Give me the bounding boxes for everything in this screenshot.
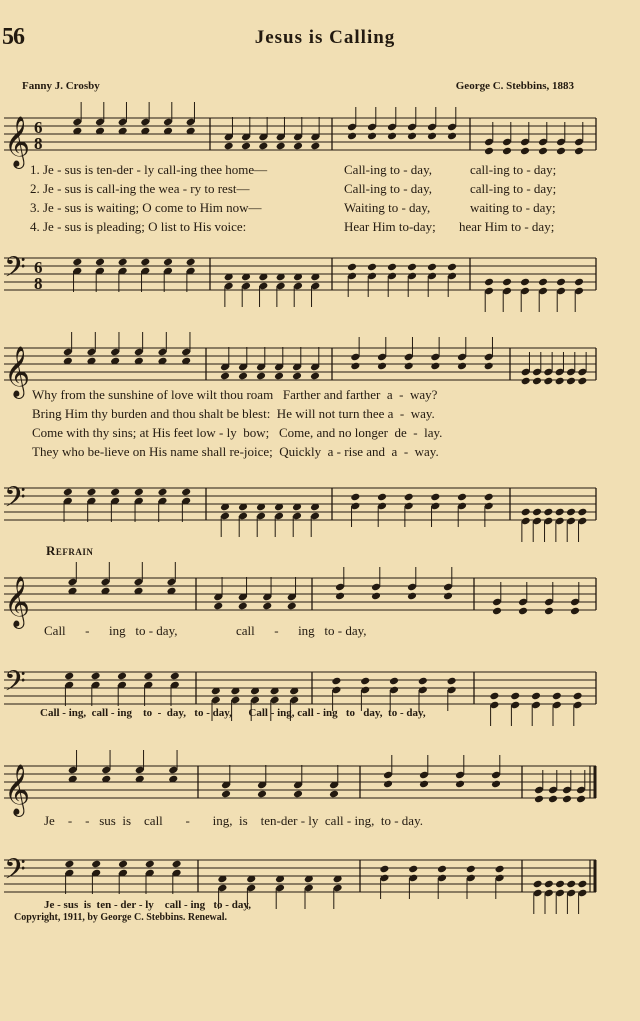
system4-bass-lyrics: Je - sus is ten - der - ly call - ing to - day,: [44, 899, 251, 911]
verse-2-line-2: Bring Him thy burden and thou shalt be blest: He will not turn thee a - way.: [32, 406, 435, 421]
bass-clef-icon: 𝄢: [4, 481, 26, 521]
refrain-label: Refrain: [46, 543, 94, 558]
system4-treble-lyrics: Je - - sus is call - ing, is ten-der - ly call - ing, to - day.: [44, 813, 423, 828]
svg-text:6: 6: [34, 258, 43, 277]
treble-clef-icon: 𝄞: [4, 764, 31, 815]
staff-system1-treble: [0, 108, 640, 168]
copyright-notice: Copyright, 1911, by George C. Stebbins. Renewal.: [14, 912, 228, 923]
verse-3-phrase-b: Waiting to - day,: [344, 200, 431, 215]
refrain-treble-lyrics: Call - ing to - day, call - ing to - day,: [44, 623, 367, 638]
staff-refrain-treble: [0, 568, 640, 628]
composer-credit: George C. Stebbins, 1883: [455, 80, 574, 92]
staff-lines: [0, 756, 640, 816]
verse-1-phrase-b: Call-ing to - day,: [344, 162, 432, 177]
verse-3-phrase-c: waiting to - day;: [470, 200, 556, 215]
bass-clef-icon: 𝄢: [4, 853, 26, 893]
svg-text:8: 8: [34, 134, 43, 153]
verse-1-phrase-a: 1. Je - sus is ten-der - ly call-ing thee home—: [30, 162, 268, 177]
staff-system4-treble: [0, 756, 640, 816]
verse-4-phrase-c: hear Him to - day;: [459, 219, 555, 234]
treble-clef-icon: 𝄞: [4, 346, 31, 397]
staff-lines: [0, 248, 640, 308]
treble-clef-icon: 𝄞: [4, 576, 31, 627]
bass-clef-icon: 𝄢: [4, 665, 26, 705]
staff-lines: [0, 108, 640, 168]
svg-text:6: 6: [34, 118, 43, 137]
staff-lines: [0, 478, 640, 538]
verse-4-phrase-b: Hear Him to-day;: [344, 219, 436, 234]
verse-2-phrase-a: 2. Je - sus is call-ing the wea - ry to rest—: [30, 181, 250, 196]
verse-4-line-2: They who be-lieve on His name shall re-joice; Quickly a - rise and a - way.: [32, 444, 439, 459]
verse-1-line-2: Why from the sunshine of love wilt thou roam Farther and farther a - way?: [32, 387, 438, 402]
refrain-bass-lyrics: Call - ing, call - ing to - day, to - day, Call - ing, call - ing to day, to - day,: [40, 707, 426, 719]
verse-3-phrase-a: 3. Je - sus is waiting; O come to Him now—: [30, 200, 262, 215]
staff-lines: [0, 568, 640, 628]
hymn-title: Jesus is Calling: [254, 27, 396, 48]
verse-4-phrase-a: 4. Je - sus is pleading; O list to His voice:: [30, 219, 247, 234]
bass-clef-icon: 𝄢: [4, 251, 26, 291]
staff-system2-bass: [0, 478, 640, 538]
treble-clef-icon: 𝄞: [4, 116, 31, 167]
verse-2-phrase-b: Call-ing to - day,: [344, 181, 432, 196]
verse-3-line-2: Come with thy sins; at His feet low - ly bow; Come, and no longer de - lay.: [32, 425, 443, 440]
svg-text:8: 8: [34, 274, 43, 293]
verse-2-phrase-c: call-ing to - day;: [470, 181, 557, 196]
verse-1-phrase-c: call-ing to - day;: [470, 162, 557, 177]
lyricist-credit: Fanny J. Crosby: [22, 80, 100, 92]
staff-system1-bass: [0, 248, 640, 308]
hymn-number: 56: [2, 24, 24, 50]
